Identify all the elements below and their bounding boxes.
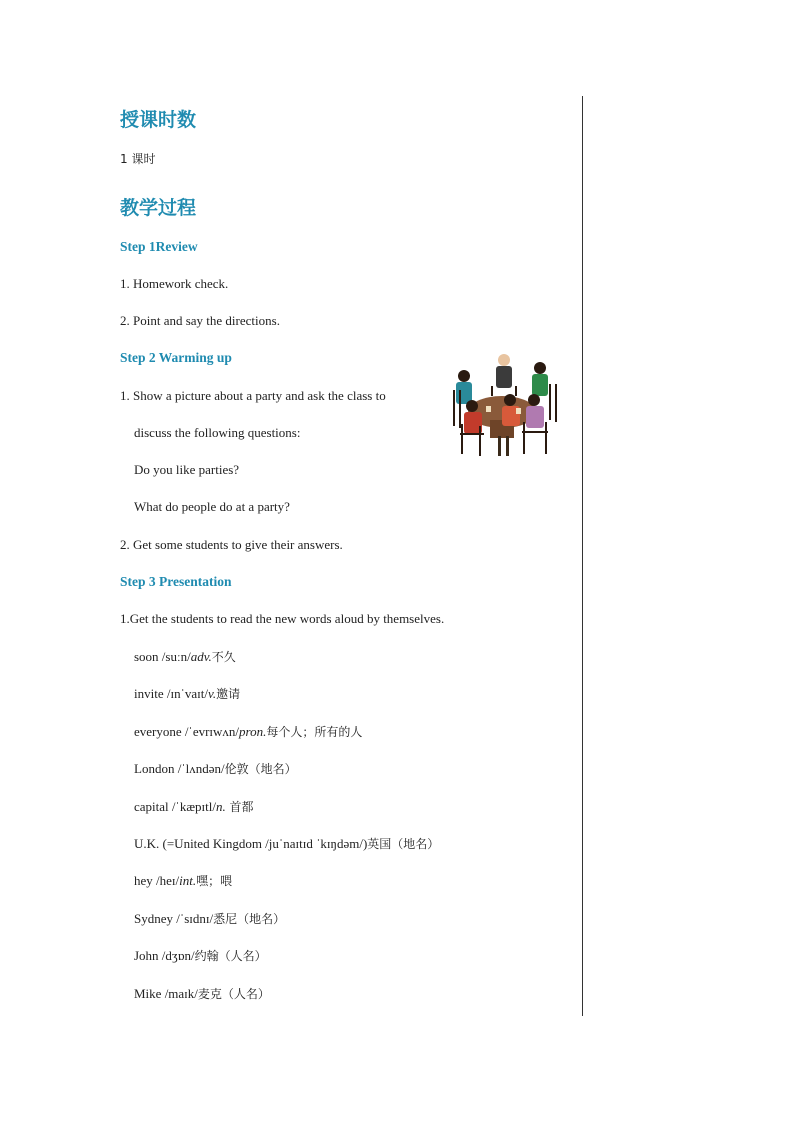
hours-value: 1 课时 <box>120 152 156 166</box>
step2-item-1: 1. Show a picture about a party and ask the class to <box>120 388 386 403</box>
vocab-item <box>134 986 270 1002</box>
step2-item-1-cont: discuss the following questions: <box>134 425 301 440</box>
vocab-meaning: 邀请 <box>216 687 241 702</box>
vocab-word: invite /ɪnˈvaɪt/ <box>134 686 209 702</box>
vocab-item <box>134 948 267 964</box>
vocab-item <box>134 724 362 740</box>
vocab-item <box>134 799 254 815</box>
column-divider <box>582 96 583 1016</box>
vocab-word: everyone /ˈevrɪwʌn/ <box>134 723 240 739</box>
step2-question-2: What do people do at a party? <box>134 499 290 514</box>
vocab-item <box>134 911 285 927</box>
vocab-meaning: 约翰（人名） <box>194 949 267 964</box>
vocab-item <box>134 836 439 852</box>
vocab-pos: v. <box>208 686 217 702</box>
vocab-meaning: 嘿；喂 <box>196 874 233 889</box>
vocab-meaning: 伦敦（地名） <box>224 762 297 777</box>
vocab-item <box>134 649 236 665</box>
vocab-word: U.K. (=United Kingdom /juˈnaɪtɪd ˈkɪŋdəm/) <box>134 836 368 851</box>
vocab-meaning: 麦克（人名） <box>197 986 270 1001</box>
vocab-word: Mike /maɪk/ <box>134 985 198 1001</box>
vocab-meaning: 英国（地名） <box>367 837 440 851</box>
vocab-meaning: 悉尼（地名） <box>213 911 286 926</box>
vocab-word: Sydney /ˈsɪdnɪ/ <box>134 910 214 926</box>
section-title-process: 教学过程 <box>120 197 197 219</box>
vocab-pos: pron. <box>239 723 267 739</box>
section-title-hours: 授课时数 <box>120 109 197 131</box>
vocab-meaning: 每个人；所有的人 <box>266 724 363 739</box>
step1-title: Step 1Review <box>120 239 198 254</box>
step2-title: Step 2 Warming up <box>120 350 232 365</box>
step3-item-1: 1.Get the students to read the new words aloud by themselves. <box>120 611 445 626</box>
vocab-item <box>134 761 297 777</box>
vocab-pos: n. <box>215 798 226 814</box>
vocab-pos: adv. <box>190 649 212 664</box>
vocab-word: hey /heɪ/ <box>134 873 180 889</box>
vocab-word: soon /suːn/ <box>134 649 191 664</box>
step1-item-1: 1. Homework check. <box>120 276 229 291</box>
step1-item-2: 2. Point and say the directions. <box>120 313 280 328</box>
party-illustration <box>446 350 558 458</box>
step2-item-2: 2. Get some students to give their answers. <box>120 537 343 552</box>
vocab-pos: int. <box>179 873 197 889</box>
vocab-meaning: 首都 <box>225 799 254 814</box>
step3-title: Step 3 Presentation <box>120 574 232 589</box>
vocab-word: London /ˈlʌndən/ <box>134 761 225 777</box>
step2-question-1: Do you like parties? <box>134 462 240 477</box>
vocab-meaning: 不久 <box>211 650 236 664</box>
vocab-word: John /dʒɒn/ <box>134 948 195 964</box>
vocab-word: capital /ˈkæpɪtl/ <box>134 798 216 814</box>
vocab-item <box>134 873 232 889</box>
vocab-item <box>134 686 240 702</box>
